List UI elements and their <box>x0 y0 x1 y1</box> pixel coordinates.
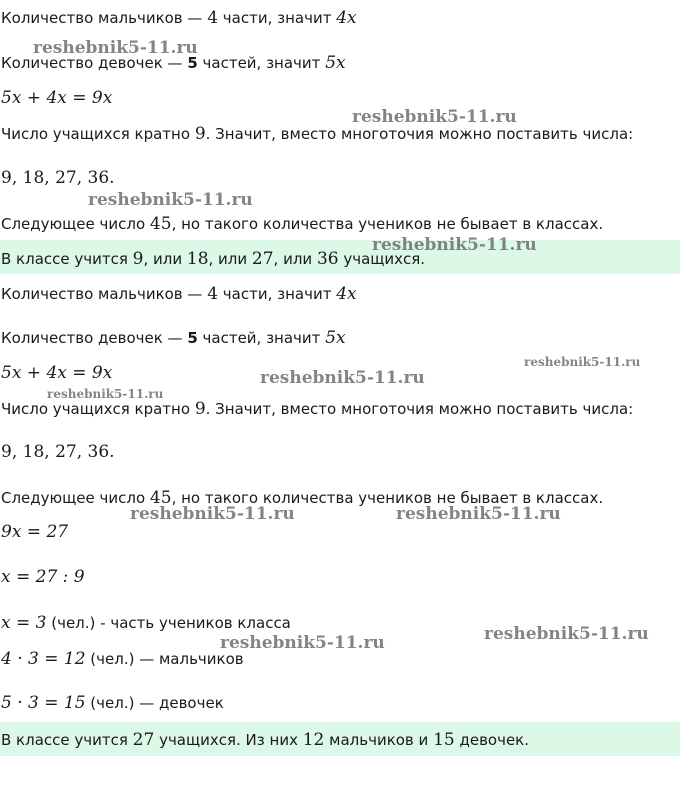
girls-count-line: 5 · 3 = 15 (чел.) — девочек <box>1 693 224 713</box>
candidate-numbers: 9, 18, 27, 36. <box>1 168 115 188</box>
equation-9x: 9x = 27 <box>1 522 69 542</box>
next-number-line-2: Следующее число 45, но такого количества учеников не бывает в классах. <box>1 488 604 508</box>
watermark: reshebnik5-11.ru <box>396 504 561 524</box>
watermark: reshebnik5-11.ru <box>130 504 295 524</box>
watermark: reshebnik5-11.ru <box>33 38 198 58</box>
sum-equation: 5x + 4x = 9x <box>1 88 113 108</box>
next-number-line: Следующее число 45, но такого количества учеников не бывает в классах. <box>1 214 604 234</box>
watermark: reshebnik5-11.ru <box>47 387 164 401</box>
boys-count-line: 4 · 3 = 12 (чел.) — мальчиков <box>1 649 244 669</box>
watermark: reshebnik5-11.ru <box>352 107 517 127</box>
watermark: reshebnik5-11.ru <box>260 368 425 388</box>
answer-line-2: В классе учится 27 учащихся. Из них 12 мальчиков и 15 девочек. <box>1 730 530 750</box>
answer-line-1: В классе учится 9, или 18, или 27, или 36 учащихся. <box>1 249 426 269</box>
girls-parts-line-2: Количество девочек — 5 частей, значит 5x <box>1 328 346 348</box>
watermark: reshebnik5-11.ru <box>524 355 641 369</box>
boys-parts-line: Количество мальчиков — 4 части, значит 4x <box>1 8 357 28</box>
multiple-of-nine-line-2: Число учащихся кратно 9. Значит, вместо многоточия можно поставить числа: <box>1 399 634 419</box>
watermark: reshebnik5-11.ru <box>372 235 537 255</box>
watermark: reshebnik5-11.ru <box>220 633 385 653</box>
watermark: reshebnik5-11.ru <box>484 624 649 644</box>
watermark: reshebnik5-11.ru <box>88 190 253 210</box>
equation-x-divide: x = 27 : 9 <box>1 567 85 587</box>
boys-parts-line-2: Количество мальчиков — 4 части, значит 4x <box>1 284 357 304</box>
candidate-numbers-2: 9, 18, 27, 36. <box>1 442 115 462</box>
sum-equation-2: 5x + 4x = 9x <box>1 363 113 383</box>
part-size-line: x = 3 (чел.) - часть учеников класса <box>1 613 291 633</box>
multiple-of-nine-line: Число учащихся кратно 9. Значит, вместо многоточия можно поставить числа: <box>1 124 634 144</box>
girls-parts-line: Количество девочек — 5 частей, значит 5x <box>1 53 346 73</box>
